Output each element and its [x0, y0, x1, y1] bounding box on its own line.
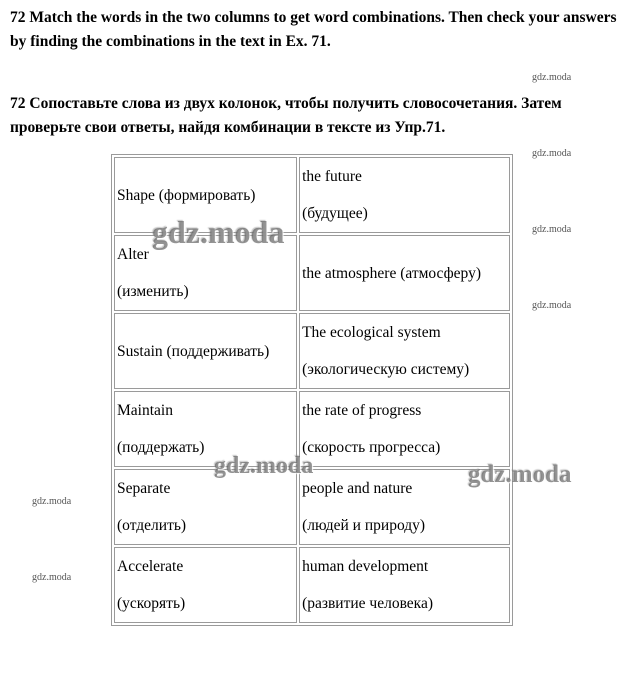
cell-text: The ecological system — [302, 324, 441, 341]
cell-text: (скорость прогресса) — [302, 439, 441, 456]
cell-text: the future — [302, 168, 362, 185]
table-row — [114, 547, 510, 623]
cell-text: Sustain (поддерживать) — [117, 342, 270, 360]
watermark-small: gdz.moda — [532, 72, 572, 83]
cell-text: (развитие человека) — [302, 595, 434, 612]
task-instruction-ru: 72 Сопоставьте слова из двух колонок, чтобы получить словосочетания. Затем проверьте свои ответы, найдя комбинации в тексте из Упр.71. — [10, 95, 562, 136]
watermark-large: gdz.moda — [468, 461, 572, 488]
cell-text: the atmosphere (атмосферу) — [302, 264, 482, 282]
cell-text: (изменить) — [117, 283, 189, 300]
table-row — [114, 157, 510, 233]
left-cell — [114, 157, 297, 233]
watermark-small: gdz.moda — [32, 572, 72, 583]
cell-text: (будущее) — [302, 205, 368, 222]
left-cell — [114, 313, 297, 389]
cell-text: people and nature — [302, 480, 413, 497]
watermark-large: gdz.moda — [214, 453, 314, 479]
left-cell — [114, 391, 297, 467]
right-cell — [299, 469, 510, 545]
cell-text: Accelerate — [117, 558, 184, 575]
table-row — [114, 313, 510, 389]
table-row — [114, 391, 510, 467]
right-cell — [299, 157, 510, 233]
cell-text: (поддержать) — [117, 439, 205, 456]
cell-text: the rate of progress — [302, 402, 422, 419]
left-cell — [114, 235, 297, 311]
cell-text: (ускорять) — [117, 595, 186, 612]
watermark-small: gdz.moda — [532, 300, 572, 311]
watermark-small: gdz.moda — [32, 496, 72, 507]
cell-text: (отделить) — [117, 517, 187, 534]
watermark-small: gdz.moda — [532, 148, 572, 159]
task-instruction-en: 72 Match the words in the two columns to get word combinations. Then check your answers by finding the combinations in the text in Ex. 71. — [10, 9, 617, 50]
watermark-large: gdz.moda — [152, 214, 285, 250]
table-row — [114, 469, 510, 545]
cell-text: human development — [302, 558, 429, 575]
right-cell — [299, 391, 510, 467]
cell-text: Alter — [117, 246, 149, 263]
left-cell — [114, 469, 297, 545]
cell-text: Maintain — [117, 402, 173, 419]
right-cell — [299, 235, 510, 311]
right-cell — [299, 547, 510, 623]
cell-text: (экологическую систему) — [302, 361, 470, 378]
watermark-small: gdz.moda — [532, 224, 572, 235]
cell-text: (людей и природу) — [302, 517, 426, 534]
word-match-table — [111, 154, 513, 626]
cell-text: Separate — [117, 480, 171, 497]
right-cell — [299, 313, 510, 389]
left-cell — [114, 547, 297, 623]
table-row — [114, 235, 510, 311]
cell-text: Shape (формировать) — [117, 186, 256, 204]
